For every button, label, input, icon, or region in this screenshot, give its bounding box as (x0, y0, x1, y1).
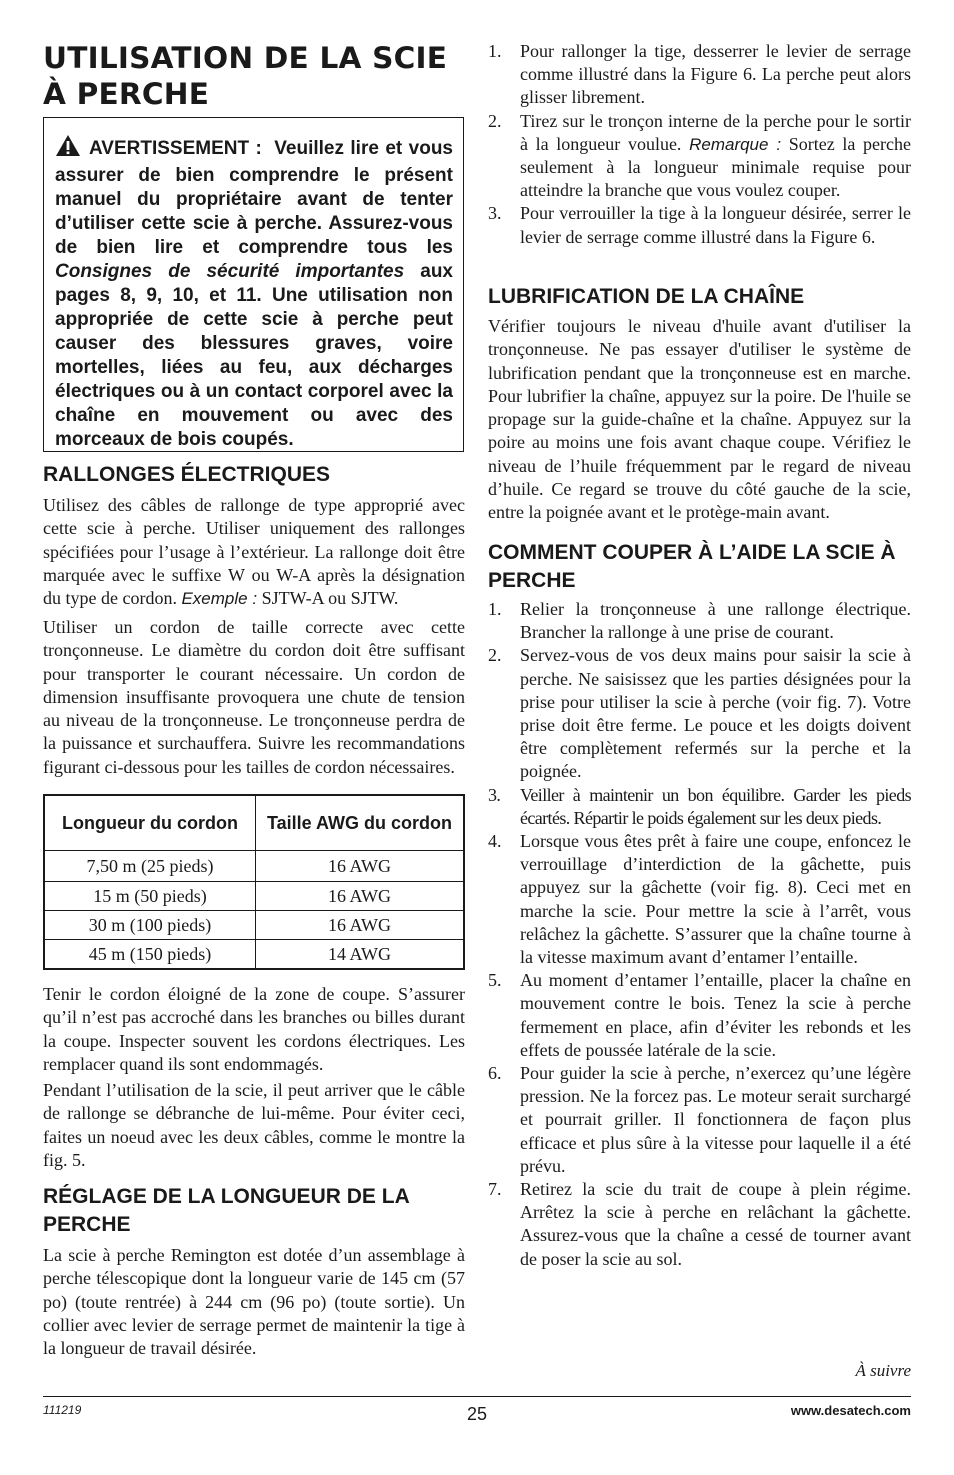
list-item (488, 598, 911, 644)
list-item (488, 1178, 911, 1271)
step-number: 4. (488, 831, 502, 852)
step-text: Pour rallonger la tige, desserrer le levier de serrage comme illustré dans la Figure 6. La perche peut alors glisser librement. (520, 41, 911, 108)
step-number: 1. (488, 599, 502, 619)
rallonges-paragraph-4: Pendant l’utilisation de la scie, il peut arriver que le câble de rallonge se débranche de lui-même. Pour éviter ceci, faites un noeud avec les deux câbles, comme le montre la fig. 5. (43, 1080, 465, 1170)
table-cell-awg: 14 AWG (256, 940, 465, 970)
table-header-awg: Taille AWG du cordon (256, 795, 465, 851)
step-text: Lorsque vous êtes prêt à faire une coupe, enfoncez le verrouillage d’interdiction de la gâchette, puis appuyez sur la gâchette (voir fig. 8). Ceci met en marche la scie. Pour mettre la scie à l’arrêt, vous relâchez la gâchette. S’assurer que la chaîne tourne à la vitesse maximum avant d’entamer l’entaille. (520, 831, 911, 968)
reglage-paragraph: La scie à perche Remington est dotée d’un assemblage à perche télescopique dont la longueur varie de 145 cm (57 po) (toute rentrée) à 244 cm (96 po) (toute sortie). Un collier avec levier de serrage permet de maintenir la tige à la longueur de travail désirée. (43, 1245, 465, 1359)
table-header-length: Longueur du cordon (44, 795, 256, 851)
step-number: 1. (488, 41, 502, 61)
remark-label: Remarque : (689, 134, 782, 154)
step-text: Servez-vous de vos deux mains pour saisir la scie à perche. Ne saisissez que les parties désignées pour la prise pour utiliser la scie à perche (voir fig. 7). Votre prise doit être ferme. Le pouce et les doigts doivent être complètement refermés sur la perche et la poignée. (520, 645, 911, 782)
table-row (44, 882, 464, 911)
step-number: 2. (488, 645, 502, 666)
example-value: SJTW-A ou SJTW. (257, 588, 399, 609)
table-cell-awg: 16 AWG (256, 882, 465, 911)
table-row (44, 911, 464, 940)
page-number: 25 (466, 1404, 488, 1424)
table-cell-awg: 16 AWG (256, 851, 465, 882)
continued-note: À suivre (855, 1361, 911, 1380)
table-header-row (44, 795, 464, 851)
list-item (488, 830, 911, 969)
table-row (44, 851, 464, 882)
step-text: Retirez la scie du trait de coupe à plein régime. Arrêtez la scie à perche en relâchant la gâchette. Assurez-vous que la chaîne a cessé de tourner avant de poser la scie au sol. (520, 1179, 911, 1269)
table-row (44, 940, 464, 970)
step-number: 7. (488, 1179, 502, 1200)
document-code: 111219 (43, 1403, 82, 1417)
lubrification-paragraph: Vérifier toujours le niveau d'huile avant d'utiliser la tronçonneuse. Ne pas essayer d'utiliser le système de lubrification pendant que la tronçonneuse est en marche. Pour lubrifier la chaîne, appuyez sur la poire. De l'huile se propage sur la guide-chaîne et la chaîne. Appuyez sur la poire au moins une fois avant chaque coupe. Vérifiez le niveau de l’huile fréquemment par le regard de niveau d’huile. Ce regard se trouve du côté gauche de la scie, entre la poignée avant et le protège-main avant. (488, 316, 911, 523)
cord-size-table (43, 794, 465, 970)
warning-text-2: aux pages 8, 9, 10, et 11. Une utilisation non appropriée de cette scie à perche peut causer des blessures graves, voire mortelles, liées au feu, aux décharges électriques ou à un contact corporel avec la chaîne en mouvement ou avec des morceaux de bois coupés. (55, 261, 453, 450)
step-number: 6. (488, 1063, 502, 1084)
step-text: Veiller à maintenir un bon équilibre. Garder les pieds écartés. Répartir le poids également sur les deux pieds. (520, 784, 911, 828)
step-text: Sortez la perche seulement à la longueur minimale requise pour atteindre la branche que vous voulez couper. (520, 133, 911, 201)
list-item (488, 202, 911, 248)
page-title (43, 40, 482, 112)
step-text: Pour guider la scie à perche, n’exercez qu’une légère pression. Ne la forcez pas. Le moteur serait surchargé et pourrait griller. Il fonctionnera de façon plus efficace et plus sûre à la vitesse pour laquelle il a été prévu. (520, 1063, 911, 1176)
heading-lubrification: LUBRIFICATION DE LA CHAÎNE (488, 285, 805, 308)
list-item (488, 969, 911, 1062)
heading-rallonges: RALLONGES ÉLECTRIQUES (43, 463, 331, 486)
footer-divider (43, 1396, 911, 1397)
list-item (488, 644, 911, 783)
step-number: 2. (488, 110, 502, 131)
list-item (488, 110, 911, 203)
heading-reglage: RÉGLAGE DE LA LONGUEUR DE LA PERCHE (43, 1185, 409, 1236)
warning-box (43, 117, 464, 452)
step-number: 3. (488, 203, 502, 224)
table-cell-length: 30 m (100 pieds) (44, 911, 256, 940)
couper-steps-list (488, 598, 911, 1271)
page-title-line2: À PERCHE (43, 77, 210, 111)
step-text: Relier la tronçonneuse à une rallonge électrique. Brancher la rallonge à une prise de courant. (520, 599, 911, 643)
page-title-line1: UTILISATION DE LA SCIE (43, 41, 448, 75)
step-number: 3. (488, 784, 501, 805)
warning-triangle-icon (55, 134, 81, 164)
rallonges-p1-text: Utilisez des câbles de rallonge de type approprié avec cette scie à perche. Utiliser uniquement des rallonges spécifiées pour l’usage à l’extérieur. La rallonge doit être marquée avec le suffixe W ou W-A après la désignation du type de cordon. (43, 495, 465, 609)
table-cell-awg: 16 AWG (256, 911, 465, 940)
reglage-steps-list (488, 40, 911, 249)
list-item (488, 40, 911, 110)
list-item (488, 784, 911, 830)
rallonges-paragraph-2: Utiliser un cordon de taille correcte avec cette tronçonneuse. Le diamètre du cordon doit être suffisant pour transporter le courant nécessaire. Un cordon de dimension insuffisante provoquera une chute de tension au niveau de la tronçonneuse. Le tronçonneuse perdra de la puissance et surchauffera. Suivre les recommandations figurant ci-dessous pour les tailles de cordon nécessaires. (43, 617, 465, 777)
step-number: 5. (488, 970, 502, 991)
warning-italic-ref: Consignes de sécurité importantes (55, 261, 405, 282)
warning-label: AVERTISSEMENT : (89, 138, 262, 159)
table-cell-length: 45 m (150 pieds) (44, 940, 256, 970)
website-url: www.desatech.com (790, 1403, 911, 1418)
table-cell-length: 15 m (50 pieds) (44, 882, 256, 911)
rallonges-paragraph-3: Tenir le cordon éloigné de la zone de coupe. S’assurer qu’il n’est pas accroché dans les branches ou billes durant la coupe. Inspecter souvent les cordons électriques. Les remplacer quand ils sont endommagés. (43, 984, 465, 1074)
heading-couper: COMMENT COUPER À L’AIDE LA SCIE À PERCHE (488, 541, 896, 592)
rallonges-paragraph-1 (43, 494, 465, 610)
example-label: Exemple : (181, 589, 258, 609)
list-item (488, 1062, 911, 1178)
step-text: Tirez sur le tronçon interne de la perche pour le sortir à la longueur voulue. (520, 110, 911, 154)
step-text: Au moment d’entamer l’entaille, placer la chaîne en mouvement contre le bois. Tenez la scie à perche fermement en place, afin d’éviter les rebonds et les effets de poussée latérale de la scie. (520, 970, 911, 1060)
step-text: Pour verrouiller la tige à la longueur désirée, serrer le levier de serrage comme illustré dans la Figure 6. (520, 203, 911, 247)
table-cell-length: 7,50 m (25 pieds) (44, 851, 256, 882)
warning-text-1: Veuillez lire et vous assurer de bien comprendre le présent manuel du propriétaire avant de tenter d’utiliser cette scie à perche. Assurez-vous de bien lire et comprendre tous les (55, 138, 453, 258)
